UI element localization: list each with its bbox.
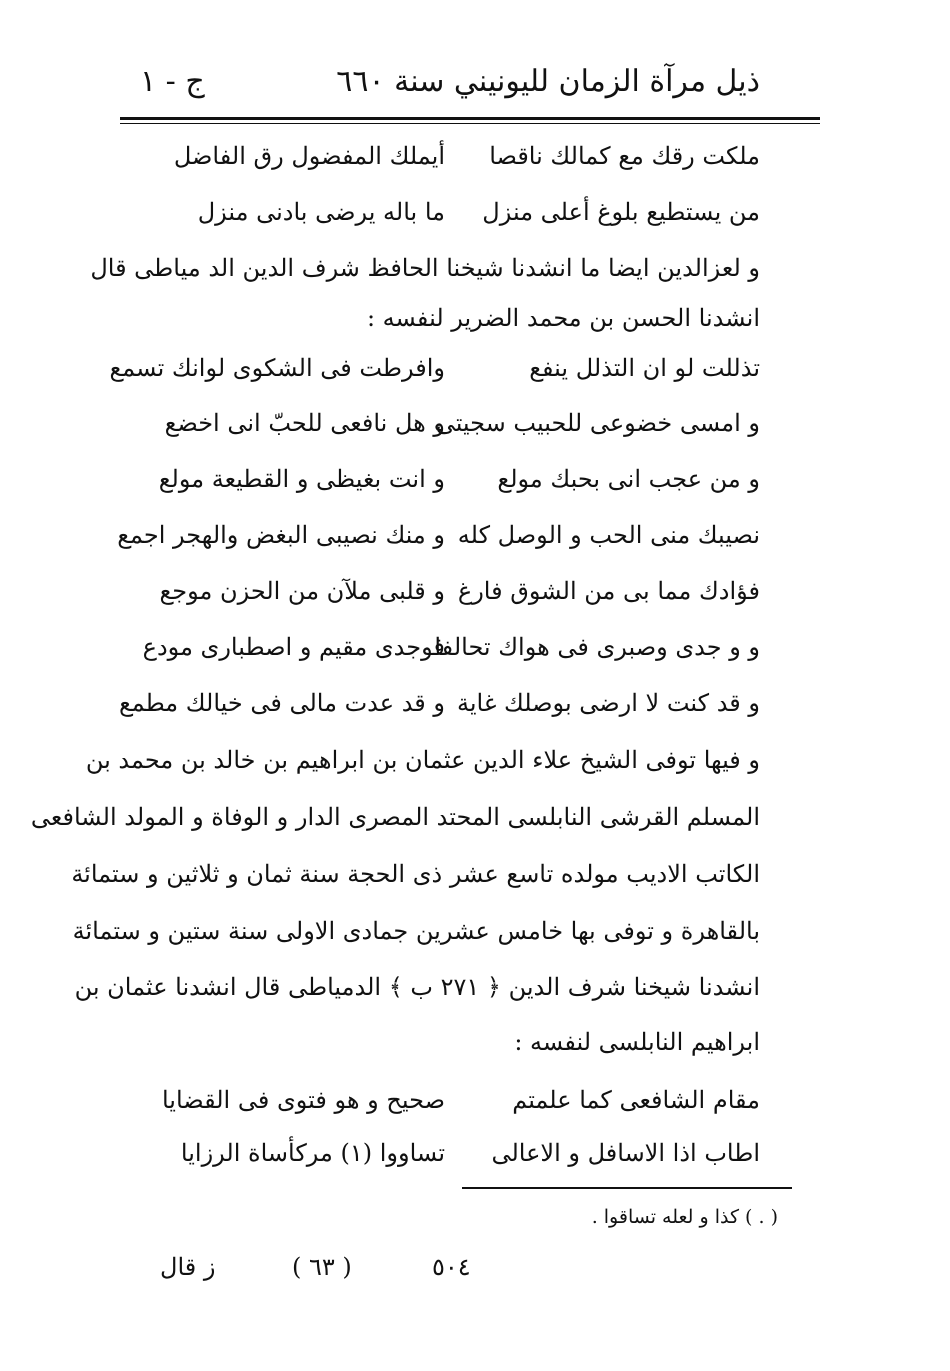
verse-hemistich-second: و منك نصيبى البغض والهجر اجمع: [117, 521, 445, 549]
verse-hemistich-second: وافرطت فى الشكوى لوانك تسمع: [109, 354, 445, 382]
verse-line: [142, 627, 760, 667]
footnote: ( . ) كذا و لعله تساقوا .: [591, 1206, 778, 1228]
running-header: [140, 58, 760, 106]
verse-line: [150, 192, 760, 232]
folio-number: ( ٦٣ ): [292, 1253, 352, 1281]
prose-line: و فيها توفى الشيخ علاء الدين عثمان بن ابراهيم بن خالد بن محمد بن: [85, 746, 760, 774]
prose-line: و لعزالدين ايضا ما انشدنا شيخنا الحافظ شرف الدين الد مياطى قال: [90, 254, 760, 282]
verse-hemistich-second: أيملك المفضول رق الفاضل: [173, 142, 445, 170]
verse-hemistich-second: صحيح و هو فتوى فى القضايا: [161, 1086, 445, 1114]
verse-line: [150, 1080, 760, 1120]
header-rule-thick: [120, 117, 820, 120]
catchword: ز قال: [160, 1253, 216, 1281]
prose-line: المسلم القرشى النابلسى المحتد المصرى الدار و الوفاة و المولد الشافعى: [30, 803, 760, 831]
verse-line: [150, 1133, 760, 1173]
verse-line: [150, 459, 760, 499]
verse-line: [117, 515, 760, 555]
verse-line: [150, 136, 760, 176]
verse-hemistich-second: فوجدى مقيم و اصطبارى مودع: [142, 633, 445, 661]
prose-line: انشدنا شيخنا شرف الدين ﴿ ٢٧١ ب ﴾ الدمياطى قال انشدنا عثمان بن: [74, 973, 760, 1001]
verse-hemistich-first: ملكت رقك مع كمالك ناقصا: [489, 142, 760, 170]
verse-hemistich-first: و قد كنت لا ارضى بوصلك غاية: [456, 689, 760, 717]
verse-hemistich-second: و قلبى ملآن من الحزن موجع: [159, 577, 445, 605]
verse-line: [150, 571, 760, 611]
page-number: ٥٠٤: [432, 1253, 471, 1281]
verse-hemistich-second: تساووا (١) مركأساة الرزايا: [180, 1139, 445, 1167]
prose-line: انشدنا الحسن بن محمد الضرير لنفسه :: [366, 304, 760, 332]
header-title: ذيل مرآة الزمان لليونيني سنة ٦٦٠: [336, 64, 760, 99]
verse-hemistich-first: مقام الشافعى كما علمتم: [512, 1086, 760, 1114]
verse-hemistich-second: و انت بغيظى و القطيعة مولع: [158, 465, 445, 493]
verse-line: [109, 348, 760, 388]
header-rule-thin: [120, 123, 820, 124]
verse-hemistich-first: فؤادك مما بى من الشوق فارغ: [457, 577, 760, 605]
verse-hemistich-first: اطاب اذا الاسافل و الاعالى: [491, 1139, 760, 1167]
verse-hemistich-first: و و جدى وصبرى فى هواك تحالفا: [434, 633, 760, 661]
prose-line: الكاتب الاديب مولده تاسع عشر ذى الحجة سنة ثمان و ثلاثين و ستمائة: [71, 860, 760, 888]
prose-line: ابراهيم النابلسى لنفسه :: [514, 1028, 760, 1056]
verse-line: [150, 403, 760, 443]
verse-hemistich-second: و هل نافعى للحبّ انى اخضع: [164, 409, 445, 437]
verse-hemistich-second: و قد عدت مالى فى خيالك مطمع: [118, 689, 445, 717]
prose-line: بالقاهرة و توفى بها خامس عشرين جمادى الاولى سنة ستين و ستمائة: [72, 917, 760, 945]
verse-line: [118, 683, 760, 723]
verse-hemistich-first: نصيبك منى الحب و الوصل كله: [457, 521, 760, 549]
header-volume: ج - ١: [140, 64, 205, 99]
verse-hemistich-second: ما باله يرضى بادنى منزل: [197, 198, 445, 226]
footnote-rule: [462, 1187, 792, 1189]
verse-hemistich-first: و من عجب انى بحبك مولع: [497, 465, 760, 493]
verse-hemistich-first: من يستطيع بلوغ أعلى منزل: [482, 198, 760, 226]
verse-hemistich-first: تذللت لو ان التذلل ينفع: [529, 354, 760, 382]
verse-hemistich-first: و امسى خضوعى للحبيب سجيتى: [435, 409, 760, 437]
